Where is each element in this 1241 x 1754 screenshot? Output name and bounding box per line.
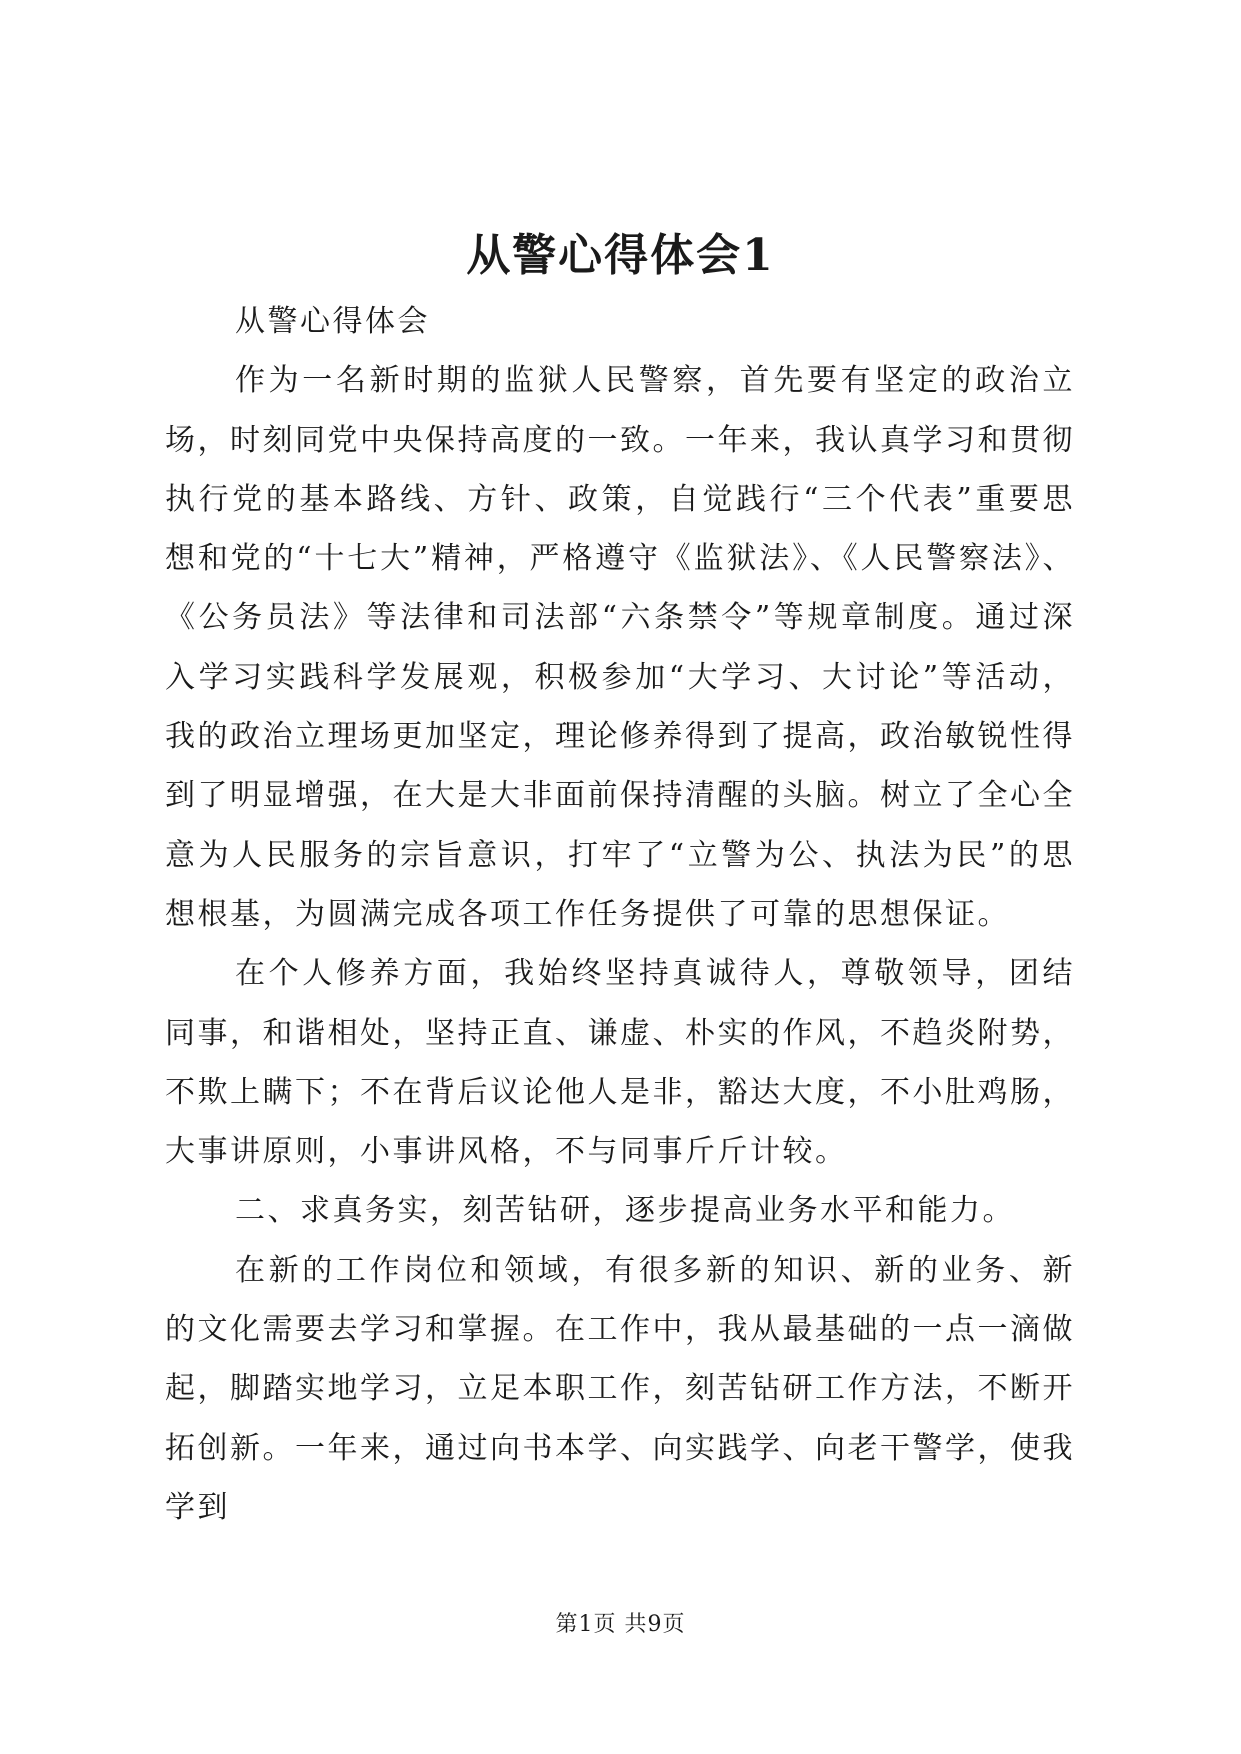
document-title: 从警心得体会1 — [466, 230, 775, 281]
paragraph: 作为一名新时期的监狱人民警察，首先要有坚定的政治立场，时刻同党中央保持高度的一致。一年来，我认真学习和贯彻执行党的基本路线、方针、政策，自觉践行“三个代表”重要思想和党的“十七大”精神，严格遵守《监狱法》、《人民警察法》、《公务员法》等法律和司法部“六条禁令”等规章制度。通过深入学习实践科学发展观，积极参加“大学习、大讨论”等活动，我的政治立理场更加坚定，理论修养得到了提高，政治敏锐性得到了明显增强，在大是大非面前保持清醒的头脑。树立了全心全意为人民服务的宗旨意识，打牢了“立警为公、执法为民”的思想根基，为圆满完成各项工作任务提供了可靠的思想保证。 — [165, 363, 1075, 932]
paragraph: 在新的工作岗位和领域，有很多新的知识、新的业务、新的文化需要去学习和掌握。在工作中，我从最基础的一点一滴做起，脚踏实地学习，立足本职工作，刻苦钻研工作方法，不断开拓创新。一年来，通过向书本学、向实践学、向老干警学，使我学到 — [165, 1252, 1075, 1525]
paragraph-subtitle: 从警心得体会 — [235, 304, 430, 339]
paragraph: 在个人修养方面，我始终坚持真诚待人，尊敬领导，团结同事，和谐相处，坚持正直、谦虚、朴实的作风，不趋炎附势，不欺上瞒下；不在背后议论他人是非，豁达大度，不小肚鸡肠，大事讲原则，小事讲风格，不与同事斤斤计较。 — [165, 956, 1075, 1170]
document-body — [165, 292, 1075, 1537]
section-heading: 二、求真务实，刻苦钻研，逐步提高业务水平和能力。 — [235, 1193, 1015, 1229]
page-number-footer: 第1页 共9页 — [555, 1612, 686, 1637]
